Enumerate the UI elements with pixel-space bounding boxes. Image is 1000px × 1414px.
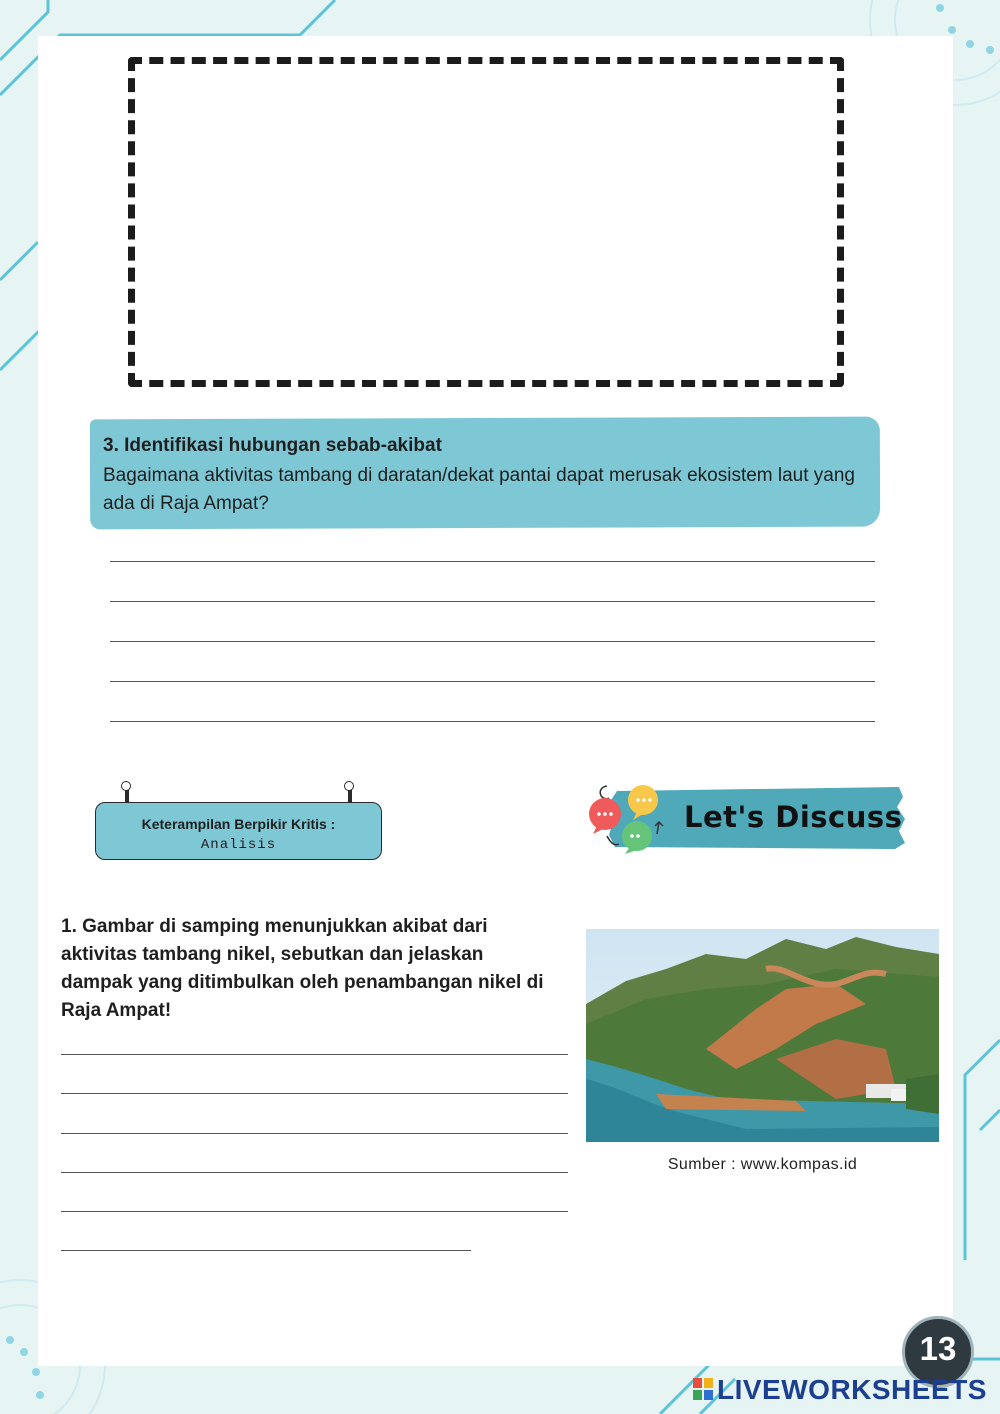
answer-line[interactable] — [110, 681, 875, 682]
skill-tag-title: Keterampilan Berpikir Kritis : — [141, 816, 336, 832]
liveworksheets-logo[interactable]: LIVEWORKSHEETS — [717, 1374, 987, 1405]
page-number: 13 — [919, 1330, 957, 1367]
answer-line[interactable] — [61, 1211, 568, 1212]
question-1-text: 1. Gambar di samping menunjukkan akibat dari aktivitas tambang nikel, sebutkan dan jelaskan dampak yang ditimbulkan oleh penambangan nikel di Raja Ampat! — [61, 916, 544, 1021]
question-text: Bagaimana aktivitas tambang di daratan/dekat pantai dapat merusak ekosistem laut yang ada di Raja Ampat? — [103, 465, 856, 514]
chat-bubbles-icon — [585, 782, 665, 856]
answer-line[interactable] — [110, 641, 875, 642]
answer-line[interactable] — [61, 1054, 568, 1055]
answer-line[interactable] — [61, 1172, 568, 1173]
question-title: 3. Identifikasi hubungan sebab-akibat — [103, 435, 442, 456]
tag-pin-head — [344, 781, 354, 791]
answer-line[interactable] — [110, 601, 875, 602]
answer-line[interactable] — [61, 1250, 471, 1251]
drawing-area-box[interactable] — [128, 57, 844, 387]
mining-site-photo — [586, 929, 939, 1142]
answer-line[interactable] — [110, 721, 875, 722]
liveworksheets-logo-icon — [693, 1378, 713, 1400]
skill-tag-subtitle: Analisis — [200, 837, 277, 853]
answer-line[interactable] — [110, 561, 875, 562]
answer-line[interactable] — [61, 1133, 568, 1134]
photo-source-caption: Sumber : www.kompas.id — [667, 1156, 858, 1173]
answer-line[interactable] — [61, 1093, 568, 1094]
discuss-label: Let's Discuss — [684, 800, 903, 834]
tag-pin-head — [121, 781, 131, 791]
